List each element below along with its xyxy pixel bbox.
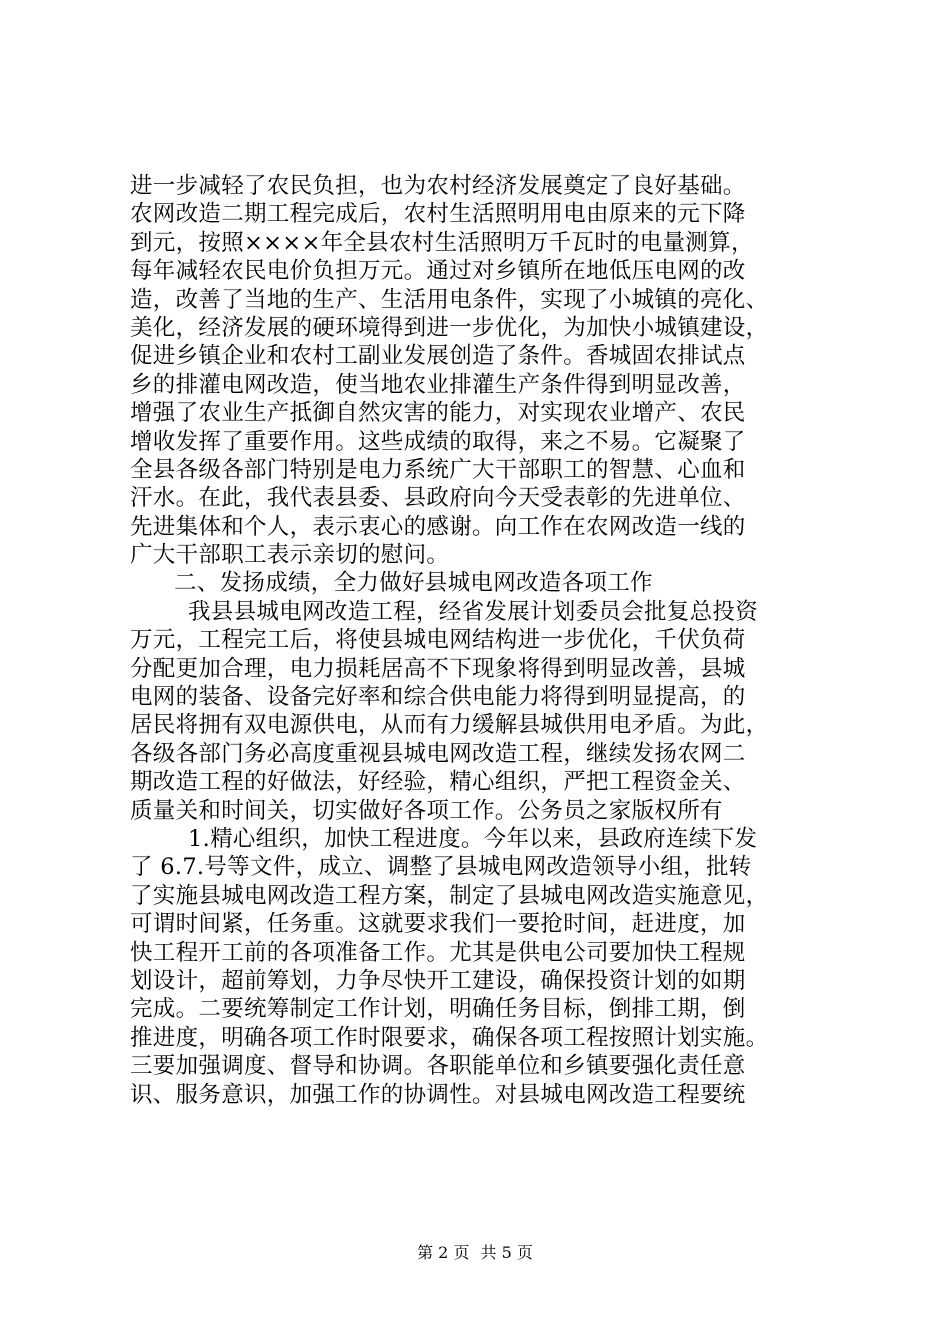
text-line: 增收发挥了重要作用。这些成绩的取得，来之不易。它凝聚了 <box>130 428 746 455</box>
text-line: 汗水。在此，我代表县委、县政府向今天受表彰的先进单位、 <box>130 485 746 512</box>
text-line: 分配更加合理，电力损耗居高不下现象将得到明显改善，县城 <box>130 655 746 682</box>
text-line: 美化，经济发展的硬环境得到进一步优化，为加快小城镇建设， <box>130 314 769 341</box>
text-line: 期改造工程的好做法，好经验，精心组织，严把工程资金关、 <box>130 769 746 796</box>
text-line: 了实施县城电网改造工程方案，制定了县城电网改造实施意见， <box>130 882 769 909</box>
text-line: 先进集体和个人，表示衷心的感谢。向工作在农网改造一线的 <box>130 513 746 540</box>
text-line: 我县县城电网改造工程，经省发展计划委员会批复总投资 <box>188 598 759 625</box>
text-line: 乡的排灌电网改造，使当地农业排灌生产条件得到明显改善， <box>130 371 746 398</box>
text-line: 每年减轻农民电价负担万元。通过对乡镇所在地低压电网的改 <box>130 258 746 285</box>
text-line: 造，改善了当地的生产、生活用电条件，实现了小城镇的亮化、 <box>130 286 769 313</box>
text-line: 1.精心组织，加快工程进度。今年以来，县政府连续下发 <box>188 825 758 852</box>
text-line: 到元，按照××××年全县农村生活照明万千瓦时的电量测算， <box>130 229 754 256</box>
text-line: 推进度，明确各项工作时限要求，确保各项工程按照计划实施。 <box>130 1024 769 1051</box>
text-line: 完成。二要统筹制定工作计划，明确任务目标，倒排工期，倒 <box>130 996 746 1023</box>
text-line: 增强了农业生产抵御自然灾害的能力，对实现农业增产、农民 <box>130 400 746 427</box>
text-line: 全县各级各部门特别是电力系统广大干部职工的智慧、心血和 <box>130 456 746 483</box>
text-line: 快工程开工前的各项准备工作。尤其是供电公司要加快工程规 <box>130 939 746 966</box>
page-footer <box>0 1243 950 1263</box>
text-line: 划设计，超前筹划，力争尽快开工建设，确保投资计划的如期 <box>130 967 746 994</box>
text-line: 居民将拥有双电源供电，从而有力缓解县城供用电矛盾。为此， <box>130 712 769 739</box>
text-line: 可谓时间紧，任务重。这就要求我们一要抢时间，赶进度，加 <box>130 911 746 938</box>
page-number: 第 2 页 <box>417 1243 470 1262</box>
document-body <box>130 172 830 1109</box>
text-line: 农网改造二期工程完成后，农村生活照明用电由原来的元下降 <box>130 201 746 228</box>
text-line: 促进乡镇企业和农村工副业发展创造了条件。香城固农排试点 <box>130 343 746 370</box>
text-line: 进一步减轻了农民负担，也为农村经济发展奠定了良好基础。 <box>130 173 746 199</box>
text-line: 广大干部职工表示亲切的慰问。 <box>130 542 450 569</box>
text-line: 三要加强调度、督导和协调。各职能单位和乡镇要强化责任意 <box>130 1053 746 1080</box>
text-line: 电网的装备、设备完好率和综合供电能力将得到明显提高，的 <box>130 684 746 711</box>
text-line: 质量关和时间关，切实做好各项工作。公务员之家版权所有 <box>130 797 723 824</box>
page-total: 共 5 页 <box>480 1243 533 1262</box>
text-line: 各级各部门务必高度重视县城电网改造工程，继续发扬农网二 <box>130 740 746 767</box>
text-line: 万元，工程完工后，将使县城电网结构进一步优化，千伏负荷 <box>130 627 746 654</box>
section-heading: 二、发扬成绩，全力做好县城电网改造各项工作 <box>174 570 653 597</box>
text-line: 了 6.7.号等文件，成立、调整了县城电网改造领导小组，批转 <box>130 854 752 881</box>
text-line: 识、服务意识，加强工作的协调性。对县城电网改造工程要统 <box>130 1081 746 1108</box>
